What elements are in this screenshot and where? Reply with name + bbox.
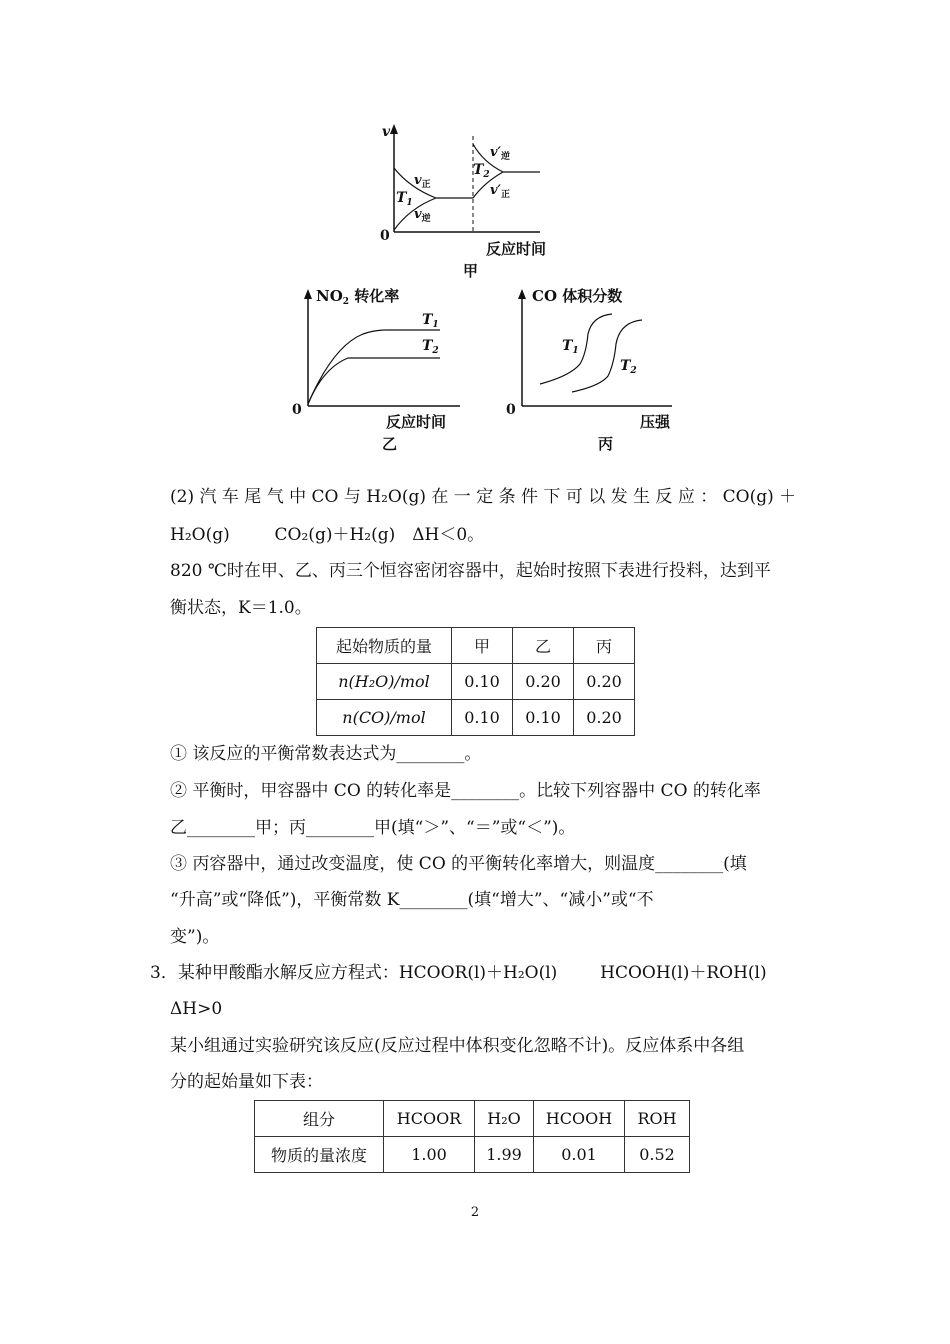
- q3-table-header: [255, 1101, 690, 1137]
- jia-t1: T: [396, 190, 407, 206]
- q3-cell: 0.01: [534, 1137, 625, 1173]
- q2-table: [316, 627, 635, 736]
- q2-line1: (2) 汽 车 尾 气 中 CO 与 H₂O(g) 在 一 定 条 件 下 可 以 发 生 反 应 ： CO(g) ＋: [170, 487, 797, 507]
- yi-caption: 乙: [382, 435, 398, 453]
- q2-cell: 0.20: [574, 664, 635, 700]
- q3-line1-right: HCOOH(l)＋ROH(l): [600, 963, 767, 983]
- q3-cell: 物质的量浓度: [255, 1137, 384, 1173]
- bing-caption: 丙: [598, 435, 614, 453]
- bing-t2: T: [620, 358, 631, 374]
- yi-t1: T: [422, 312, 433, 328]
- jia-v-ni: v: [414, 207, 422, 222]
- q3-table: [254, 1100, 690, 1173]
- q3-cell: 0.52: [625, 1137, 690, 1173]
- jia-caption: 甲: [463, 262, 479, 280]
- page-number: 2: [470, 1205, 480, 1220]
- svg-text:T2: [473, 162, 490, 180]
- jia-v-zheng-sub: 正: [421, 180, 431, 190]
- jia-origin: 0: [380, 228, 390, 244]
- svg-text:v′逆: [490, 145, 510, 162]
- q2-sub1: ① 该反应的平衡常数表达式为________。: [170, 744, 482, 764]
- q2-sub3-b: “升高”或“降低”)，平衡常数 K________(填“增大”、“减小”或“不: [170, 890, 654, 910]
- bing-origin: 0: [506, 402, 516, 418]
- q2-sub2-a: ② 平衡时，甲容器中 CO 的转化率是________。比较下列容器中 CO 的转化率: [170, 781, 761, 801]
- svg-text:T1: [422, 312, 439, 330]
- jia-y-axis: v: [382, 124, 391, 140]
- q3-cell: 1.00: [384, 1137, 475, 1173]
- jia-v-zheng: v: [414, 173, 422, 188]
- q3-line1: [150, 962, 767, 984]
- yi-t2: T: [422, 338, 433, 354]
- q2-sub2-b: 乙________甲；丙________甲(填“＞”、“＝”或“＜”)。: [170, 818, 576, 838]
- q3-th-1: HCOOR: [384, 1101, 475, 1137]
- q2-cell: n(CO)/mol: [317, 700, 452, 736]
- q2-line2: [170, 524, 484, 546]
- q2-cell: 0.20: [574, 700, 635, 736]
- figure-yi: [288, 284, 478, 456]
- bing-t1-sub: 1: [572, 346, 579, 356]
- svg-text:T1: [396, 190, 413, 208]
- svg-text:v正: [414, 173, 431, 190]
- jia-v2-ni: v′: [490, 145, 501, 160]
- q2-th-3: 丙: [574, 628, 635, 664]
- q2-line2-left: H₂O(g): [170, 525, 230, 545]
- q3-th-0: 组分: [255, 1101, 384, 1137]
- jia-t1-sub: 1: [406, 198, 413, 208]
- q2-cell: 0.10: [452, 700, 513, 736]
- yi-y-axis-pre: NO: [316, 287, 343, 305]
- yi-t1-sub: 1: [432, 320, 439, 330]
- yi-t2-sub: 2: [432, 346, 439, 356]
- jia-t2: T: [473, 162, 484, 178]
- q3-line2: ΔH>0: [170, 999, 223, 1019]
- bing-t1: T: [562, 338, 573, 354]
- table-row: [255, 1137, 690, 1173]
- q2-cell: 0.20: [513, 664, 574, 700]
- q3-line4: 分的起始量如下表：: [170, 1072, 323, 1092]
- svg-text:NO2 转化率: [316, 287, 399, 307]
- table-row: [317, 664, 635, 700]
- q3-th-4: ROH: [625, 1101, 690, 1137]
- q2-th-0: 起始物质的量: [317, 628, 452, 664]
- bing-y-axis: CO 体积分数: [532, 287, 623, 305]
- jia-x-axis: 反应时间: [486, 240, 547, 258]
- q2-th-2: 乙: [513, 628, 574, 664]
- jia-v-ni-sub: 逆: [421, 214, 431, 224]
- svg-text:T1: [562, 338, 579, 356]
- q3-th-3: HCOOH: [534, 1101, 625, 1137]
- q3-line3: 某小组通过实验研究该反应(反应过程中体积变化忽略不计)。反应体系中各组: [170, 1036, 745, 1056]
- jia-v2-ni-sub: 逆: [500, 152, 510, 162]
- q2-sub3-c: 变”)。: [170, 927, 220, 947]
- jia-v2-zheng-sub: 正: [500, 190, 510, 200]
- bing-x-axis: 压强: [640, 413, 671, 431]
- jia-t2-sub: 2: [483, 170, 490, 180]
- figure-jia: [370, 118, 570, 283]
- bing-t2-sub: 2: [630, 366, 637, 376]
- yi-origin: 0: [292, 402, 302, 418]
- q2-th-1: 甲: [452, 628, 513, 664]
- q2-sub3-a: ③ 丙容器中，通过改变温度，使 CO 的平衡转化率增大，则温度________(填: [170, 854, 747, 874]
- yi-x-axis: 反应时间: [386, 413, 447, 431]
- svg-text:T2: [422, 338, 439, 356]
- q2-cell: 0.10: [513, 700, 574, 736]
- yi-y-axis-post: 转化率: [349, 287, 400, 305]
- q2-cell: n(H₂O)/mol: [317, 664, 452, 700]
- table-row: [317, 700, 635, 736]
- q2-line3: 820 ℃时在甲、乙、丙三个恒容密闭容器中，起始时按照下表进行投料，达到平: [170, 561, 771, 581]
- q2-line2-right: CO₂(g)＋H₂(g) ΔH＜0。: [274, 525, 485, 545]
- q2-table-header: [317, 628, 635, 664]
- svg-text:T2: [620, 358, 637, 376]
- q2-line4: 衡状态，K＝1.0。: [170, 598, 312, 618]
- figure-bing: [500, 284, 690, 456]
- q3-cell: 1.99: [475, 1137, 534, 1173]
- q2-cell: 0.10: [452, 664, 513, 700]
- q3-line1-left: 3．某种甲酸酯水解反应方程式：HCOOR(l)＋H₂O(l): [150, 963, 558, 983]
- q3-th-2: H₂O: [475, 1101, 534, 1137]
- svg-text:v′正: [490, 183, 510, 200]
- svg-text:v逆: [414, 207, 431, 224]
- jia-v2-zheng: v′: [490, 183, 501, 198]
- yi-y-axis-sub: 2: [342, 297, 350, 307]
